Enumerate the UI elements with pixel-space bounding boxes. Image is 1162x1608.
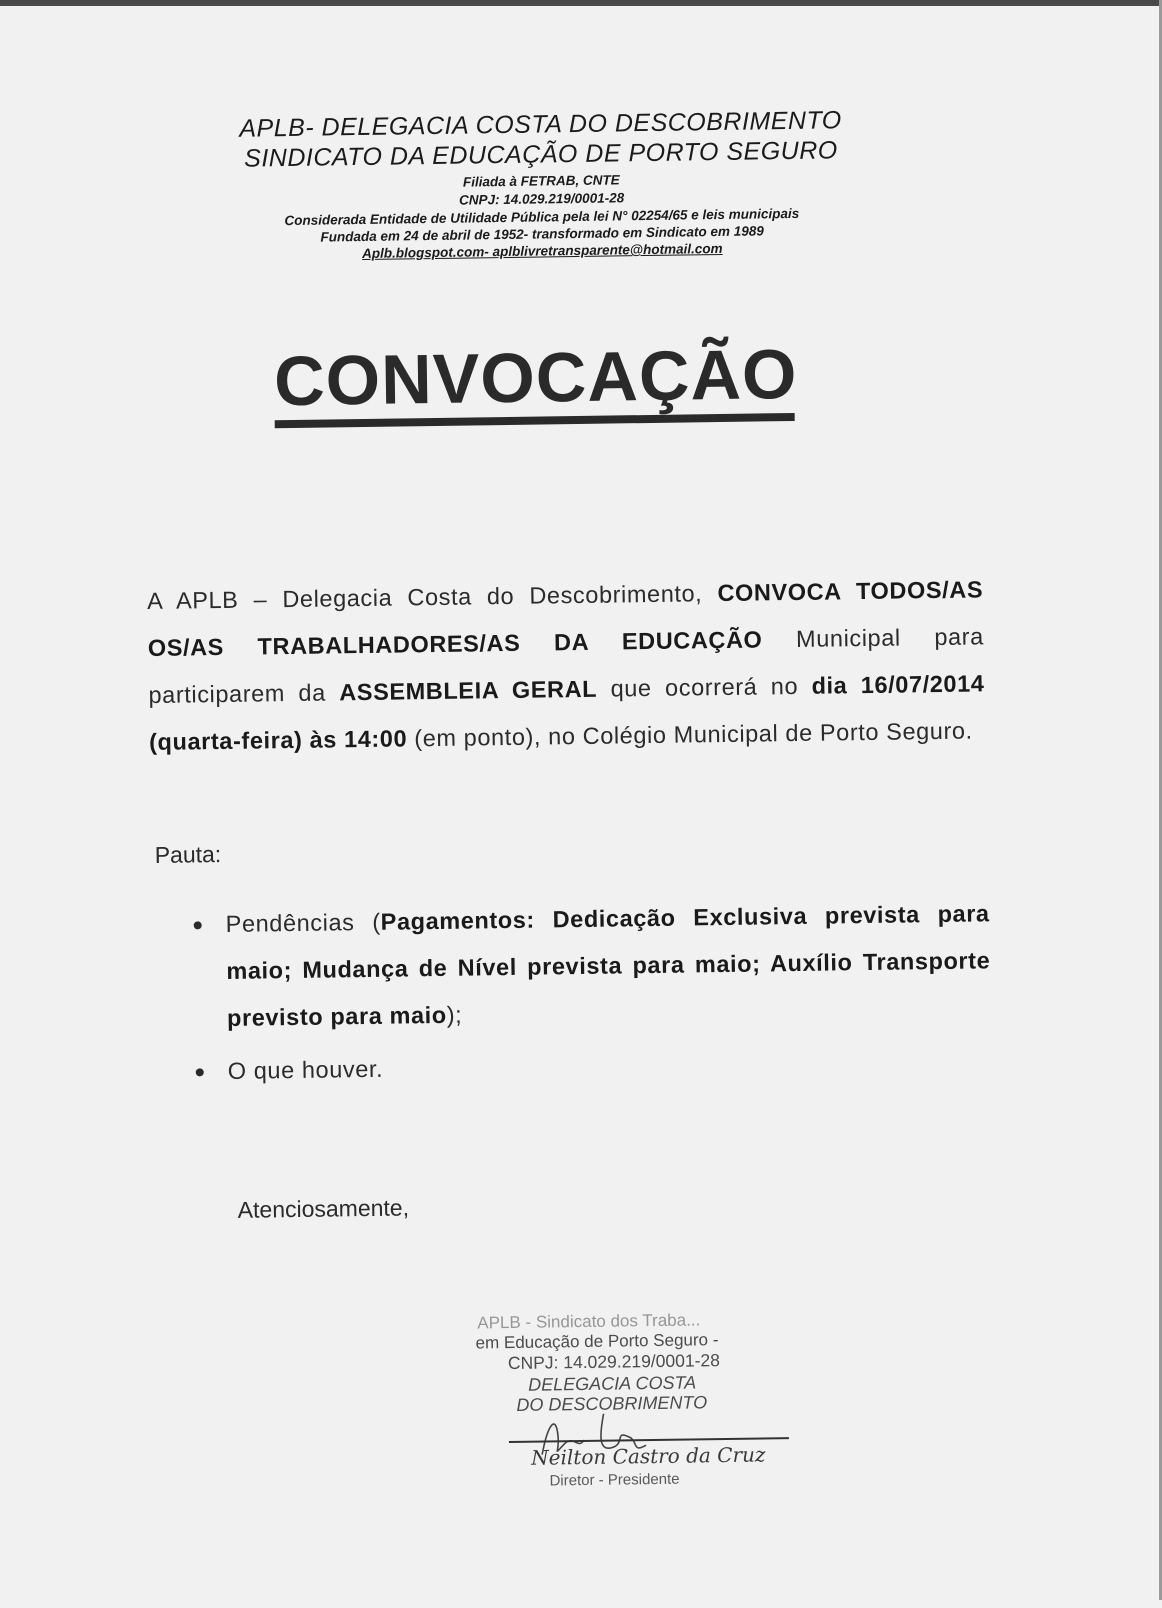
list-item bbox=[189, 890, 991, 1042]
header-founded: Fundada em 24 de abril de 1952- transformado em Sindicato em 1989 bbox=[320, 223, 764, 245]
stamp-line-cnpj: CNPJ: 14.029.219/0001-28 bbox=[507, 1350, 721, 1374]
stamp-line-descobrimento: DO DESCOBRIMENTO bbox=[516, 1392, 708, 1415]
bullet-icon bbox=[196, 1068, 204, 1076]
agenda-item-suffix: ); bbox=[446, 1001, 463, 1028]
stamp-line-union: APLB - Sindicato dos Traba... bbox=[477, 1310, 701, 1333]
body-text-3: que ocorrerá no bbox=[596, 672, 812, 702]
agenda-item-prefix: Pendências ( bbox=[225, 908, 381, 937]
official-stamp bbox=[467, 1309, 787, 1490]
body-bold-3: dia 16/07/2014 (quarta-feira) às 14:00 bbox=[148, 669, 985, 755]
body-bold-1: CONVOCA TODOS/AS OS/AS TRABALHADORES/AS DA EDUCAÇÃO bbox=[147, 575, 984, 661]
signatory-role: Diretor - Presidente bbox=[549, 1470, 680, 1490]
header-contact-links: Aplb.blogspot.com- aplblivretransparente@hotmail.com bbox=[362, 240, 723, 261]
agenda-label: Pauta: bbox=[154, 841, 222, 868]
header-cnpj: CNPJ: 14.029.219/0001-28 bbox=[458, 190, 625, 208]
header-union-name: SINDICATO DA EDUCAÇÃO DE PORTO SEGURO bbox=[244, 136, 838, 173]
bullet-icon bbox=[194, 921, 202, 929]
signatory-name: Neilton Castro da Cruz bbox=[531, 1442, 766, 1470]
body-bold-2: ASSEMBLEIA GERAL bbox=[339, 675, 598, 705]
header-affiliation: Filiada à FETRAB, CNTE bbox=[462, 172, 620, 190]
body-text-1: A APLB – Delegacia Costa do Descobrimento, bbox=[146, 579, 718, 614]
agenda-item-bold: Pagamentos: Dedicação Exclusiva prevista para maio; Mudança de Nível prevista para maio; Auxílio Transporte previsto para maio bbox=[226, 900, 991, 1031]
header-public-utility: Considerada Entidade de Utilidade Pública pela lei N° 02254/65 e leis municipais bbox=[284, 205, 800, 229]
body-text-2: Municipal para participarem da bbox=[148, 622, 984, 708]
convocation-paragraph bbox=[147, 566, 986, 766]
list-item bbox=[191, 1037, 992, 1095]
agenda-item-text: O que houver. bbox=[227, 1055, 384, 1084]
stamp-line-city: em Educação de Porto Seguro - bbox=[475, 1330, 719, 1353]
closing-salutation: Atenciosamente, bbox=[237, 1194, 410, 1223]
agenda-list bbox=[189, 890, 992, 1095]
header-org-name: APLB- DELEGACIA COSTA DO DESCOBRIMENTO bbox=[239, 106, 842, 143]
stamp-line-delegacia: DELEGACIA COSTA bbox=[528, 1372, 697, 1395]
page-title: CONVOCAÇÃO bbox=[274, 335, 795, 428]
body-text-4: (em ponto), no Colégio Municipal de Porto Seguro. bbox=[406, 717, 973, 751]
